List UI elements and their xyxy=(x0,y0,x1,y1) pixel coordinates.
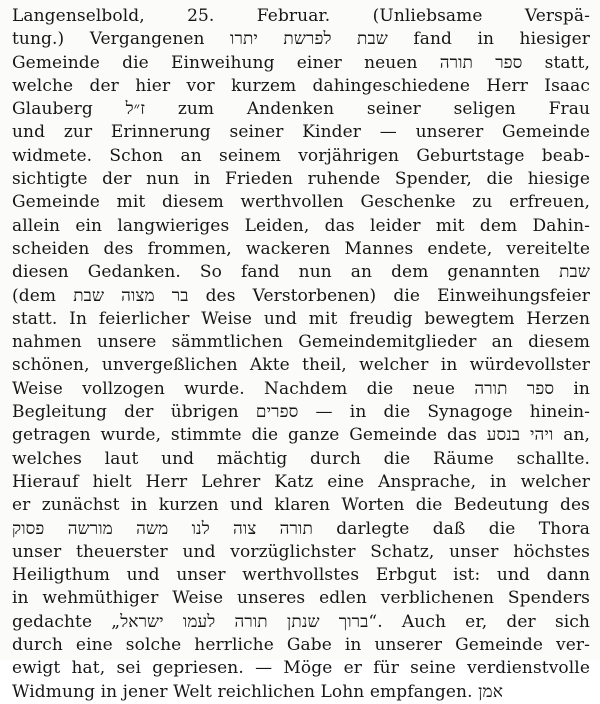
article-line: Gemeinde die Einweihung einer neuen ספר תורה statt, xyxy=(12,52,590,73)
article-line: in wehmüthiger Weise unseres edlen verblichenen Spenders xyxy=(12,588,590,609)
article-line: und zur Erinnerung seiner Kinder — unserer Gemeinde xyxy=(12,122,590,143)
article-line: statt. In feierlicher Weise und mit freudig bewegtem Herzen xyxy=(12,308,590,329)
article-line: Begleitung der übrigen ספרים — in die Synagoge hinein- xyxy=(12,402,590,423)
article-line: Widmung in jener Welt reichlichen Lohn empfangen. אמן xyxy=(12,681,504,702)
article-line: welche der hier vor kurzem dahingeschiedene Herr Isaac xyxy=(12,75,590,96)
article-line: Gemeinde mit diesem werthvollen Geschenke zu erfreuen, xyxy=(12,192,590,213)
article-line: תורה צוה לנו משה מורשה פסוק darlegte daß die Thora xyxy=(12,518,590,539)
article-line: diesen Gedanken. So fand nun an dem genannten שבת xyxy=(12,262,590,283)
article-line: schönen, unvergeßlichen Akte theil, welcher in würdevollster xyxy=(12,355,590,376)
article-line: (dem בר מצוה שבת des Verstorbenen) die Einweihungsfeier xyxy=(12,285,590,306)
article-line: ewigt hat, sei gepriesen. — Möge er für seine verdienstvolle xyxy=(12,658,590,679)
article-line: getragen wurde, stimmte die ganze Gemeinde das ויהי בנסע an, xyxy=(12,425,590,446)
article-line: unser theuerster und vorzüglichster Schatz, unser höchstes xyxy=(12,541,590,562)
article-line: Hierauf hielt Herr Lehrer Katz eine Ansprache, in welcher xyxy=(12,471,590,492)
article-text xyxy=(12,5,590,704)
article-line: Heiligthum und unser werthvollstes Erbgut ist: und dann xyxy=(12,565,590,586)
article-line: nahmen unsere sämmtlichen Gemeindemitglieder an diesem xyxy=(12,332,590,353)
article-line: welches laut und mächtig durch die Räume schallte. xyxy=(12,448,590,469)
article-line: Langenselbold, 25. Februar. (Unliebsame Verspä- xyxy=(12,6,590,26)
article-line: durch eine solche herrliche Gabe in unserer Gemeinde ver- xyxy=(12,635,590,656)
article-line: scheiden des frommen, wackeren Mannes endete, vereitelte xyxy=(12,238,590,259)
article-line: widmete. Schon an seinem vorjährigen Geburtstage beab- xyxy=(12,145,590,166)
article-line: allein ein langwieriges Leiden, das leider mit dem Dahin- xyxy=(12,215,590,236)
article-line: Weise vollzogen wurde. Nachdem die neue ספר תורה in xyxy=(12,378,590,399)
article-line: Glauberg ז״ל zum Andenken seiner seligen Frau xyxy=(12,99,590,120)
article-line: tung.) Vergangenen שבת לפרשת יתרו fand in hiesiger xyxy=(12,29,590,50)
article-line: gedachte „ברוך שנתן תורה לעמו ישראל“. Auch er, der sich xyxy=(12,611,590,632)
article-line: er zunächst in kurzen und klaren Worten die Bedeutung des xyxy=(12,495,590,516)
article-line: sichtigte der nun in Frieden ruhende Spender, die hiesige xyxy=(12,169,590,190)
